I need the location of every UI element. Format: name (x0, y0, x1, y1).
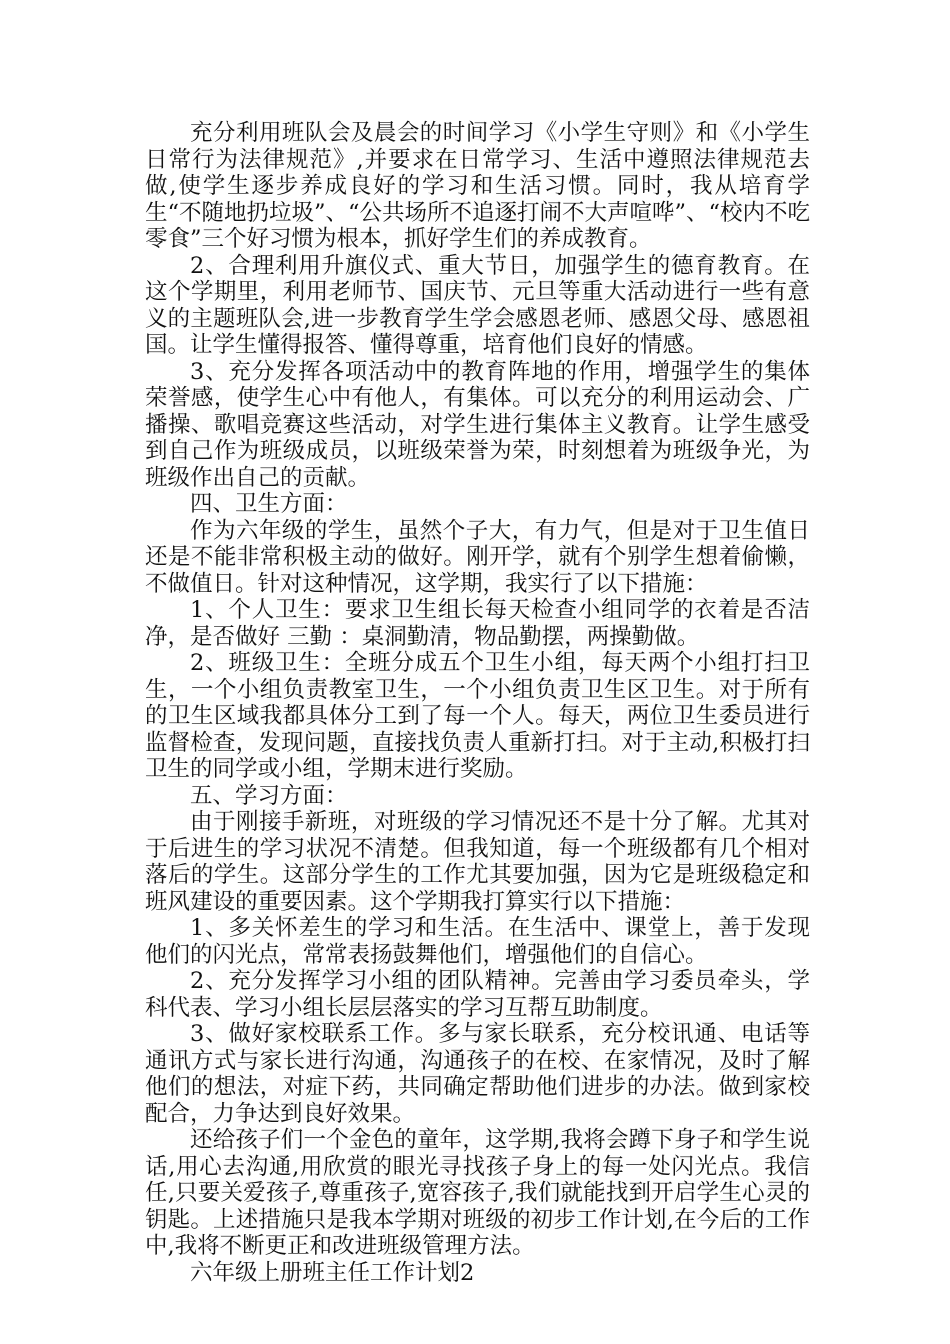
paragraph-home-school: 3、做好家校联系工作。多与家长联系，充分校讯通、电话等通讯方式与家长进行沟通，沟通孩子的在校、在家情况，及时了解他们的想法，对症下药，共同确定帮助他们进步的办法。做到家校配合，力争达到良好效果。 (145, 1021, 810, 1127)
paragraph-collective-honor: 3、充分发挥各项活动中的教育阵地的作用，增强学生的集体荣誉感，使学生心中有他人，有集体。可以充分的利用运动会、广播操、歌唱竞赛这些活动，对学生进行集体主义教育。让学生感受到自己作为班级成员，以班级荣誉为荣，时刻想着为班级争光，为班级作出自己的贡献。 (145, 358, 810, 491)
section-heading-hygiene: 四、卫生方面： (190, 491, 348, 517)
document-body (145, 120, 810, 1286)
paragraph-care-students: 1、多关怀差生的学习和生活。在生活中、课堂上，善于发现他们的闪光点，常常表扬鼓舞他们，增强他们的自信心。 (145, 915, 810, 968)
next-plan-title: 六年级上册班主任工作计划2 (190, 1259, 475, 1286)
paragraph-habits: 充分利用班队会及晨会的时间学习《小学生守则》和《小学生日常行为法律规范》,并要求在日常学习、生活中遵照法律规范去做,使学生逐步养成良好的学习和生活习惯。同时，我从培育学生“不随地扔垃圾”、“公共场所不追逐打闹不大声喧哗”、“校内不吃零食”三个好习惯为根本，抓好学生们的养成教育。 (145, 120, 811, 252)
paragraph-class-hygiene: 2、班级卫生：全班分成五个卫生小组，每天两个小组打扫卫生，一个小组负责教室卫生，一个小组负责卫生区卫生。对于所有的卫生区域我都具体分工到了每一个人。每天，两位卫生委员进行监督检查，发现问题，直接找负责人重新打扫。对于主动,积极打扫卫生的同学或小组，学期末进行奖励。 (145, 650, 810, 782)
paragraph-study-groups: 2、充分发挥学习小组的团队精神。完善由学习委员牵头，学科代表、学习小组长层层落实的学习互帮互助制度。 (145, 968, 810, 1021)
paragraph-personal-hygiene: 1、个人卫生：要求卫生组长每天检查小组同学的衣着是否洁净，是否做好 三勤 ：桌洞勤清，物品勤摆，两操勤做。 (145, 597, 810, 650)
paragraph-hygiene-intro: 作为六年级的学生，虽然个子大，有力气，但是对于卫生值日还是不能非常积极主动的做好。刚开学，就有个别学生想着偷懒，不做值日。针对这种情况，这学期，我实行了以下措施： (145, 517, 810, 597)
paragraph-conclusion: 还给孩子们一个金色的童年，这学期,我将会蹲下身子和学生说话,用心去沟通,用欣赏的眼光寻找孩子身上的每一处闪光点。我信任,只要关爱孩子,尊重孩子,宽容孩子,我们就能找到开启学生心灵的钥匙。上述措施只是我本学期对班级的初步工作计划,在今后的工作中,我将不断更正和改进班级管理方法。 (145, 1127, 810, 1259)
paragraph-moral-education: 2、合理利用升旗仪式、重大节日，加强学生的德育教育。在这个学期里，利用老师节、国庆节、元旦等重大活动进行一些有意义的主题班队会,进一步教育学生学会感恩老师、感恩父母、感恩祖国。让学生懂得报答、懂得尊重，培育他们良好的情感。 (145, 252, 810, 358)
paragraph-study-intro: 由于刚接手新班，对班级的学习情况还不是十分了解。尤其对于后进生的学习状况不清楚。但我知道，每一个班级都有几个相对落后的学生。这部分学生的工作尤其要加强，因为它是班级稳定和班风建设的重要因素。这个学期我打算实行以下措施： (145, 809, 810, 915)
section-heading-study: 五、学习方面： (190, 782, 348, 809)
